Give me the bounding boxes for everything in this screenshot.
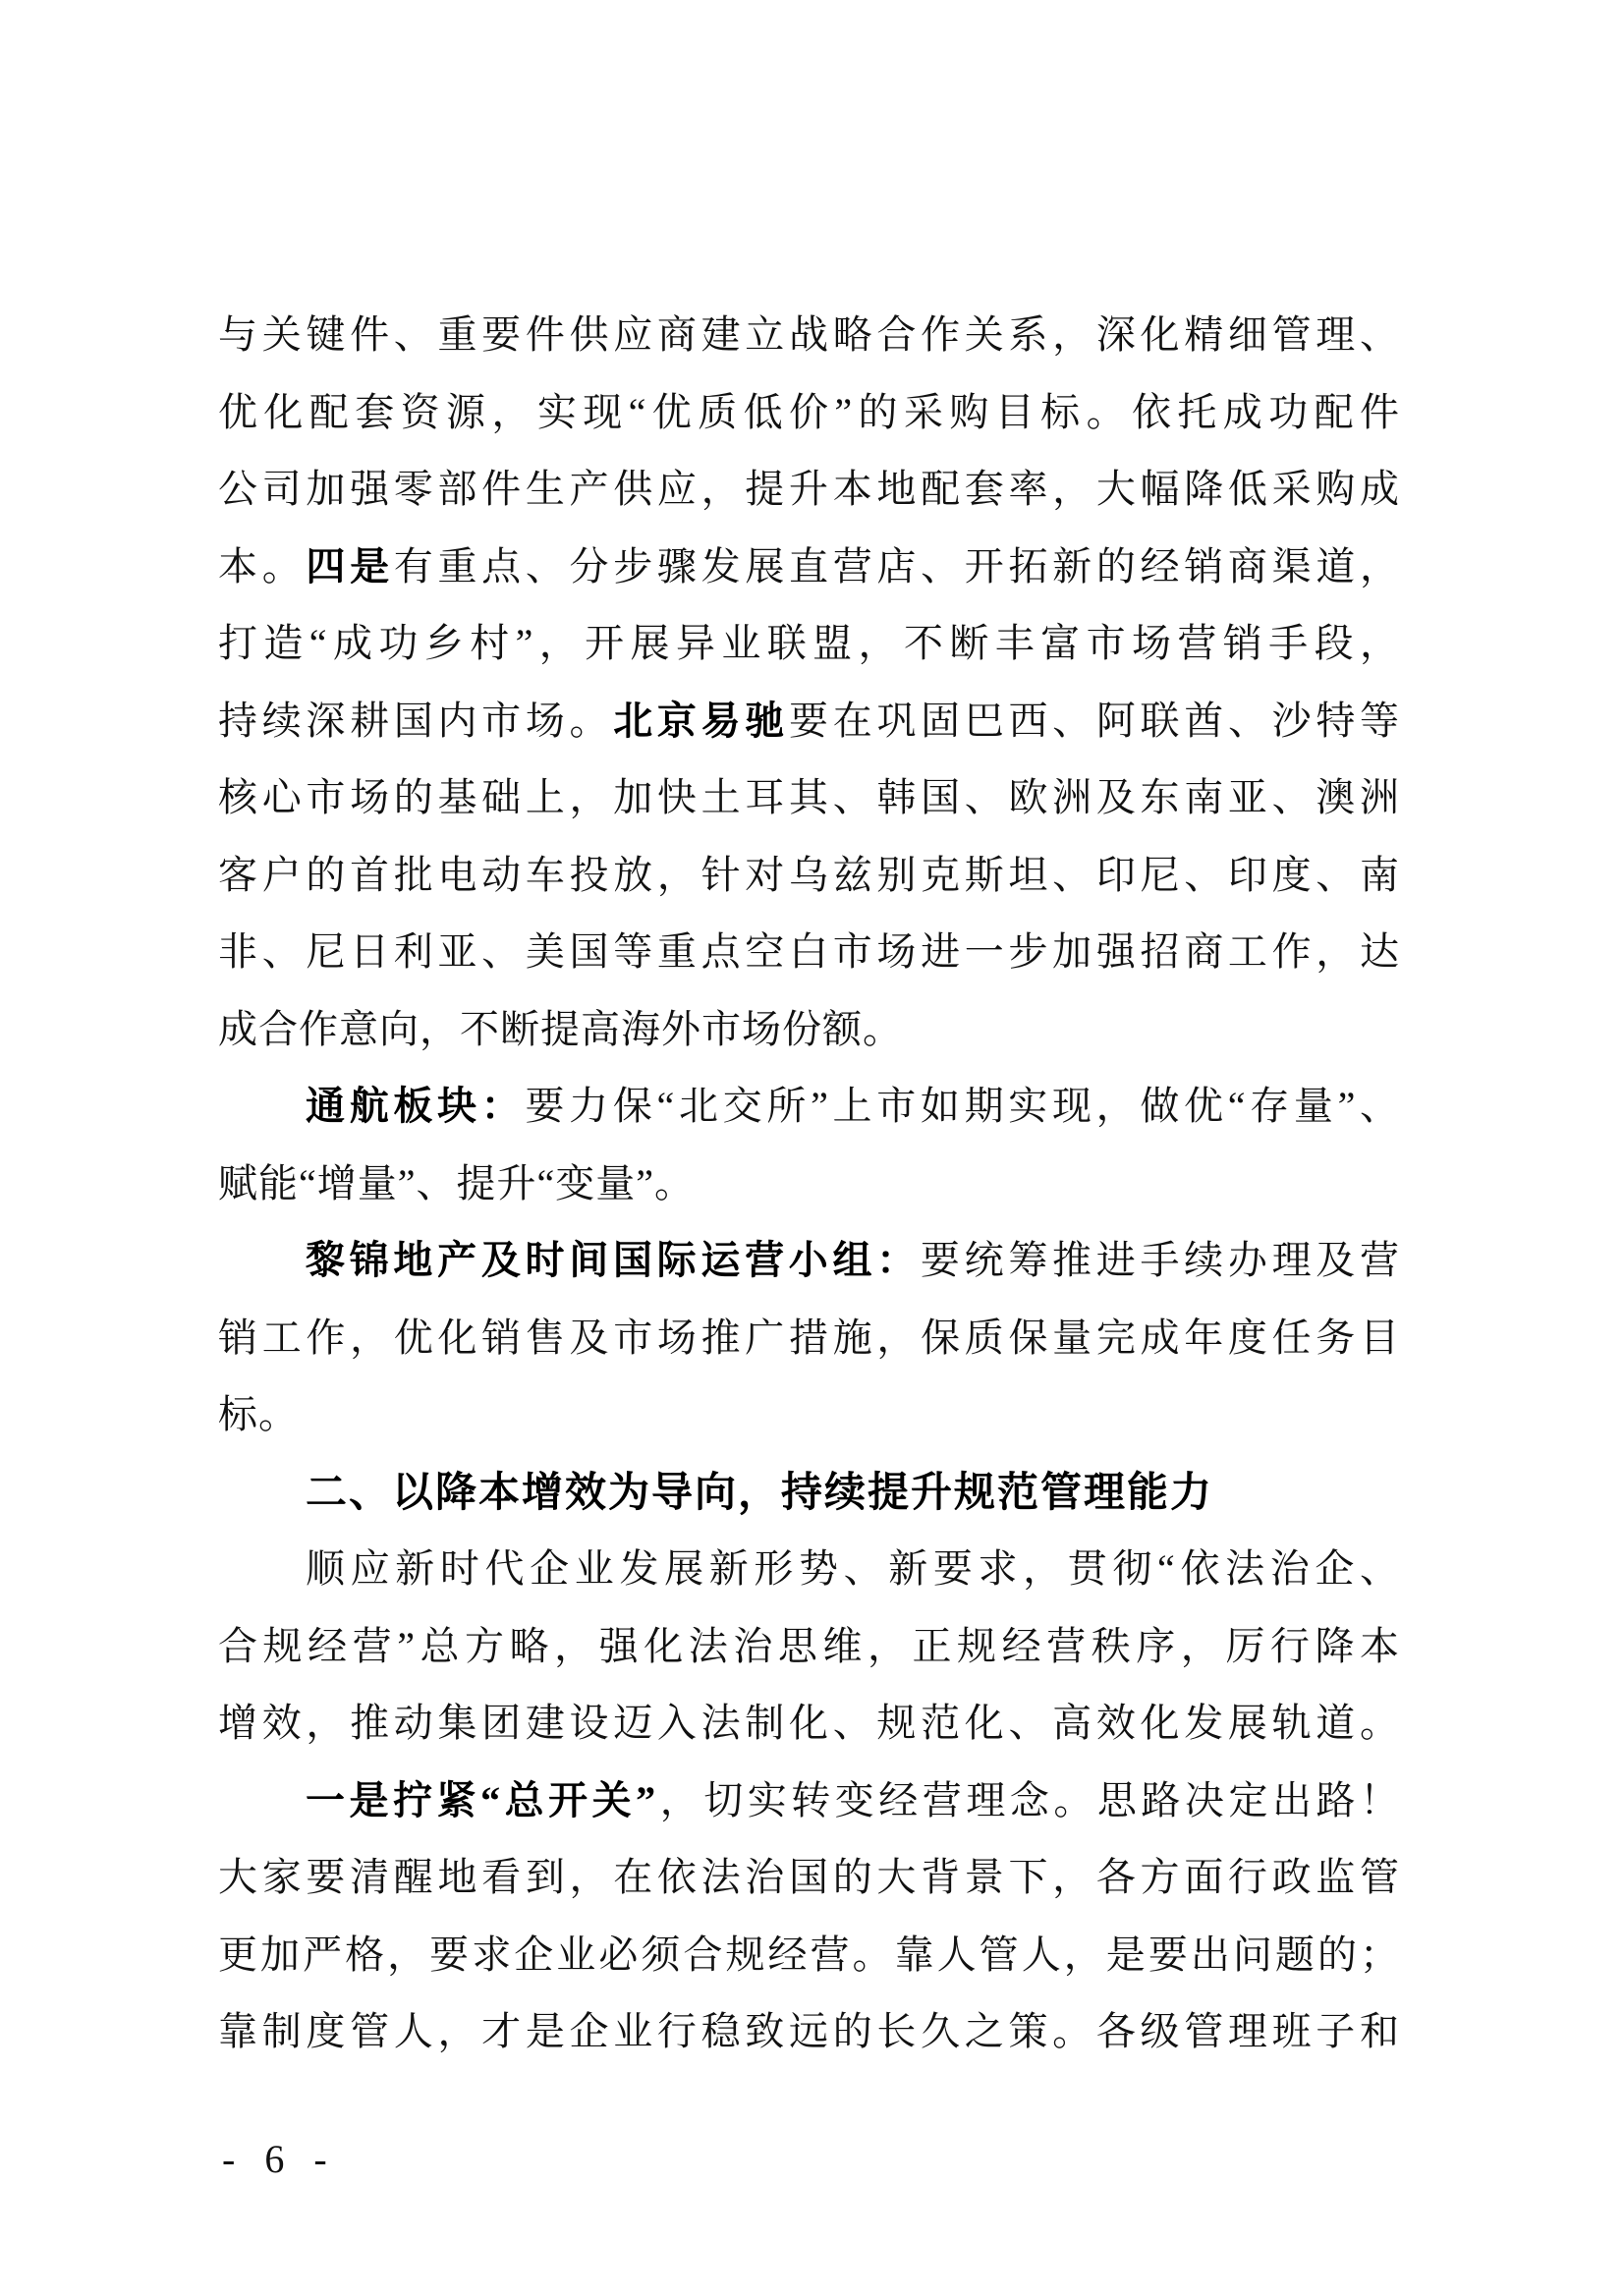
text-line xyxy=(218,1146,1400,1223)
text-line xyxy=(218,1376,1400,1454)
text-line xyxy=(218,991,1400,1069)
text-run: 非、尼日利亚、美国等重点空白市场进一步加强招商工作，达 xyxy=(218,929,1400,974)
emphasized-text-run: 黎锦地产及时间国际运营小组： xyxy=(306,1238,921,1282)
text-line xyxy=(218,374,1400,452)
text-line xyxy=(218,683,1400,760)
text-run: 更加严格，要求企业必须合规经营。靠人管人，是要出问题的； xyxy=(218,1932,1400,1977)
text-line xyxy=(218,914,1400,991)
text-run: 有重点、分步骤发展直营店、开拓新的经销商渠道， xyxy=(393,543,1401,588)
text-line xyxy=(218,1531,1400,1608)
text-run: 靠制度管人，才是企业行稳致远的长久之策。各级管理班子和 xyxy=(218,2009,1400,2053)
text-line xyxy=(218,1685,1400,1763)
text-run: 与关键件、重要件供应商建立战略合作关系，深化精细管理、 xyxy=(218,312,1400,357)
text-run: 优化配套资源，实现“优质低价”的采购目标。依托成功配件 xyxy=(218,389,1400,434)
text-run: 要统筹推进手续办理及营 xyxy=(920,1238,1401,1282)
text-run: ，切实转变经营理念。思路决定出路！ xyxy=(656,1777,1401,1822)
text-run: 标。 xyxy=(218,1392,299,1436)
text-run: 核心市场的基础上，加快土耳其、韩国、欧洲及东南亚、澳洲 xyxy=(218,775,1400,819)
text-line xyxy=(218,297,1400,374)
emphasized-text-run: 通航板块： xyxy=(306,1084,526,1128)
text-line xyxy=(218,1300,1400,1377)
emphasized-text-run: 北京易驰 xyxy=(613,698,790,743)
text-line xyxy=(218,1993,1400,2071)
text-run: 增效，推动集团建设迈入法制化、规范化、高效化发展轨道。 xyxy=(218,1701,1400,1745)
text-line xyxy=(218,837,1400,915)
text-run: 要在巩固巴西、阿联酋、沙特等 xyxy=(789,698,1401,743)
text-run: 要力保“北交所”上市如期实现，做优“存量”、 xyxy=(525,1084,1401,1128)
text-line xyxy=(218,759,1400,837)
text-line xyxy=(218,529,1400,606)
text-run: 打造“成功乡村”，开展异业联盟，不断丰富市场营销手段， xyxy=(218,621,1400,665)
text-run: 销工作，优化销售及市场推广措施，保质保量完成年度任务目 xyxy=(218,1315,1400,1360)
text-line xyxy=(218,1608,1400,1686)
text-line xyxy=(218,1917,1400,1994)
document-body xyxy=(218,297,1400,2071)
text-run: 赋能“增量”、提升“变量”。 xyxy=(218,1160,696,1205)
section-heading xyxy=(218,1454,1400,1532)
text-line xyxy=(218,1068,1400,1146)
text-line xyxy=(218,1763,1400,1840)
text-line xyxy=(218,1839,1400,1917)
text-run: 持续深耕国内市场。 xyxy=(218,698,614,743)
text-run: 客户的首批电动车投放，针对乌兹别克斯坦、印尼、印度、南 xyxy=(218,852,1400,897)
text-line xyxy=(218,605,1400,683)
text-run: 公司加强零部件生产供应，提升本地配套率，大幅降低采购成 xyxy=(218,467,1400,511)
emphasized-text-run: 二、以降本增效为导向，持续提升规范管理能力 xyxy=(306,1468,1214,1515)
text-run: 顺应新时代企业发展新形势、新要求，贯彻“依法治企、 xyxy=(306,1546,1400,1591)
text-line xyxy=(218,451,1400,529)
emphasized-text-run: 一是拧紧“总开关” xyxy=(306,1777,657,1822)
text-run: 合规经营”总方略，强化法治思维，正规经营秩序，厉行降本 xyxy=(218,1623,1400,1668)
emphasized-text-run: 四是 xyxy=(306,543,394,588)
text-line xyxy=(218,1222,1400,1300)
text-run: 成合作意向，不断提高海外市场份额。 xyxy=(218,1006,903,1051)
page-number: - 6 - xyxy=(222,2137,337,2181)
text-run: 大家要清醒地看到，在依法治国的大背景下，各方面行政监管 xyxy=(218,1855,1400,1899)
text-run: 本。 xyxy=(218,543,307,588)
